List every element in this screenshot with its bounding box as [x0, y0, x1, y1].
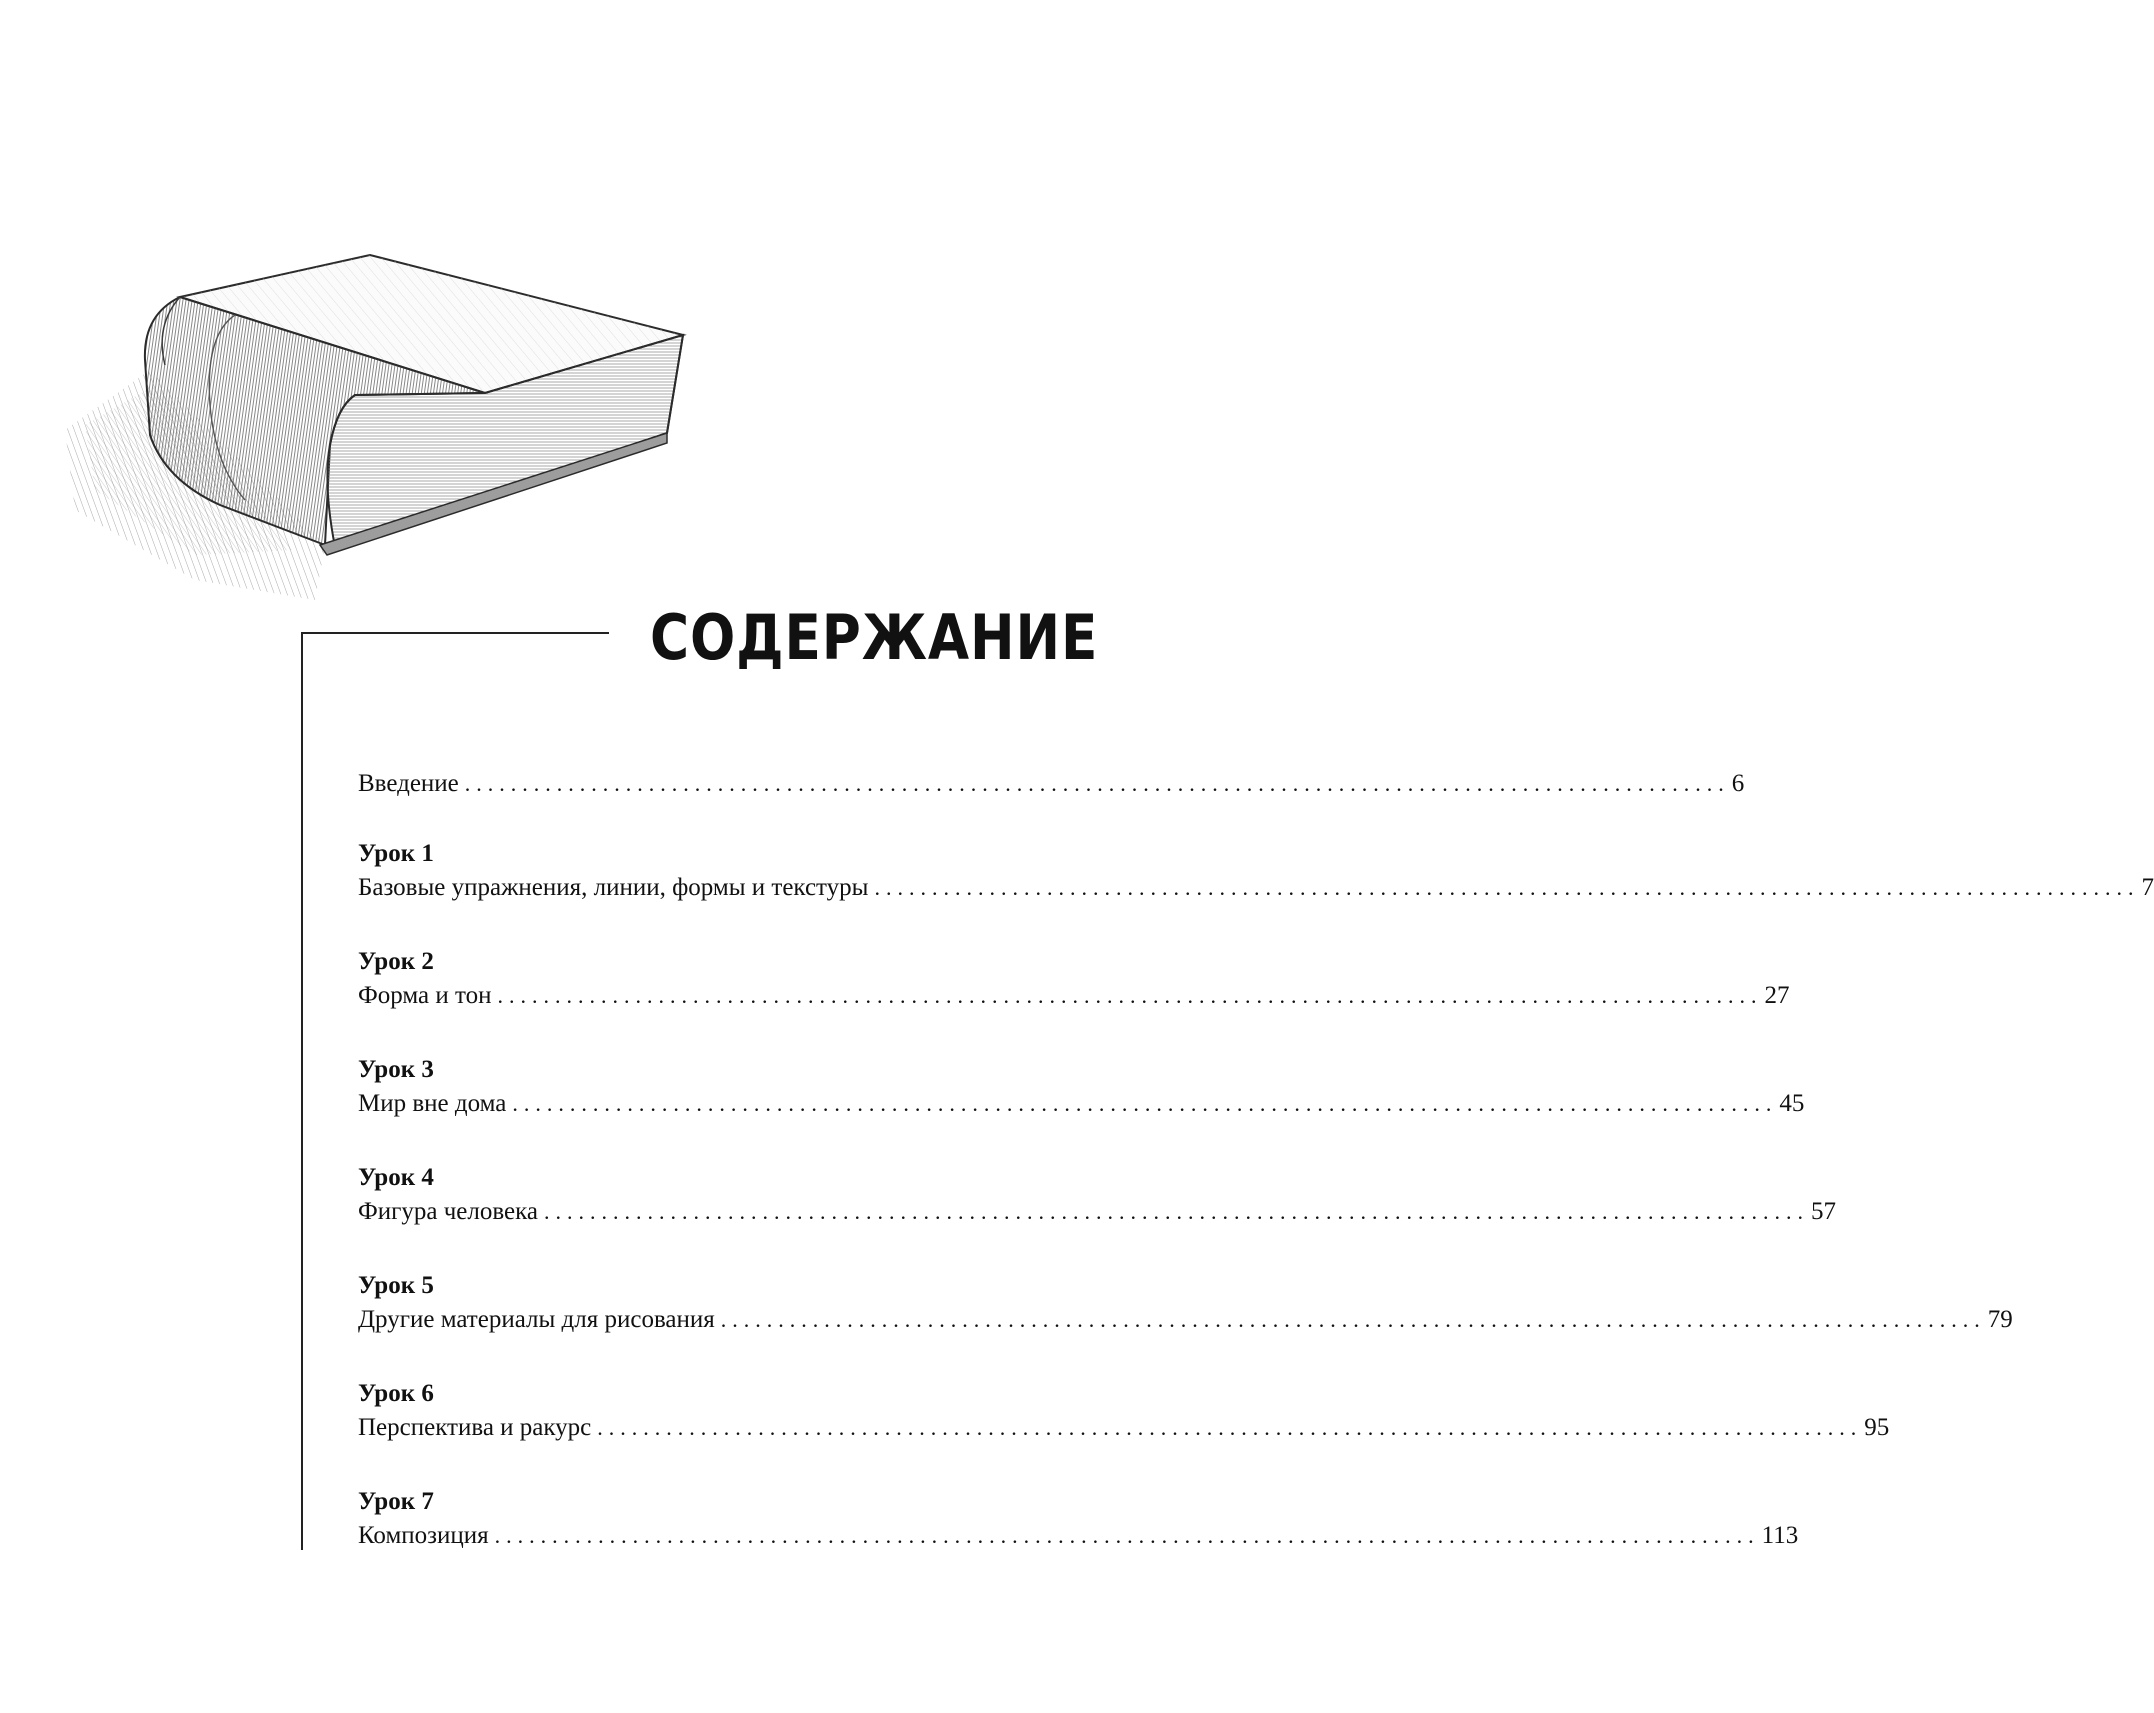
dot-leader: ..............................................................................................................	[512, 1091, 1778, 1116]
page-title: СОДЕРЖАНИЕ	[650, 601, 1099, 674]
toc-entry-lesson-2[interactable]	[358, 946, 1790, 1014]
toc-entry-lesson-3[interactable]	[358, 1054, 1805, 1122]
lesson-label: Урок 2	[358, 948, 434, 975]
lesson-label: Урок 7	[358, 1488, 434, 1515]
dot-leader: ..............................................................................................................	[497, 983, 1763, 1008]
toc-page-number: 6	[1731, 770, 1745, 797]
table-of-contents	[358, 766, 2154, 1554]
toc-entry-text: Базовые упражнения, линии, формы и текстуры	[358, 874, 869, 901]
toc-entry-text: Форма и тон	[358, 982, 492, 1009]
dot-leader: ..............................................................................................................	[494, 1523, 1760, 1548]
lesson-label: Урок 3	[358, 1056, 434, 1083]
lesson-label: Урок 1	[358, 840, 434, 867]
toc-page-number: 57	[1811, 1198, 1836, 1225]
frame-top-rule	[301, 632, 609, 634]
dot-leader: ..............................................................................................................	[544, 1199, 1809, 1224]
toc-entry-intro[interactable]	[358, 766, 1745, 802]
toc-entry-lesson-6[interactable]	[358, 1378, 1890, 1446]
lesson-label: Урок 6	[358, 1380, 434, 1407]
toc-page-number: 45	[1779, 1090, 1805, 1117]
lesson-label: Урок 4	[358, 1164, 434, 1191]
dot-leader: ..............................................................................................................	[464, 771, 1730, 796]
toc-entry-text: Другие материалы для рисования	[358, 1306, 715, 1333]
toc-entry-lesson-7[interactable]	[358, 1486, 1799, 1554]
dot-leader: ..............................................................................................................	[597, 1415, 1863, 1440]
toc-entry-text: Фигура человека	[358, 1198, 538, 1225]
dot-leader: ..............................................................................................................	[720, 1307, 1986, 1332]
dot-leader: ..............................................................................................................	[874, 875, 2140, 900]
toc-entry-lesson-1[interactable]	[358, 838, 2154, 906]
toc-entry-text: Введение	[358, 770, 459, 797]
toc-page-number: 95	[1864, 1414, 1890, 1441]
toc-page-number: 113	[1761, 1522, 1799, 1549]
toc-page-number: 7	[2141, 874, 2154, 901]
frame-left-rule	[301, 632, 303, 1550]
book-sketch-icon	[55, 255, 715, 615]
toc-entry-text: Мир вне дома	[358, 1090, 507, 1117]
toc-entry-text: Композиция	[358, 1522, 489, 1549]
toc-page-number: 27	[1764, 982, 1790, 1009]
toc-entry-lesson-4[interactable]	[358, 1162, 1836, 1230]
toc-entry-text: Перспектива и ракурс	[358, 1414, 592, 1441]
toc-page-number: 79	[1987, 1306, 2013, 1333]
lesson-label: Урок 5	[358, 1272, 434, 1299]
toc-entry-lesson-5[interactable]	[358, 1270, 2013, 1338]
